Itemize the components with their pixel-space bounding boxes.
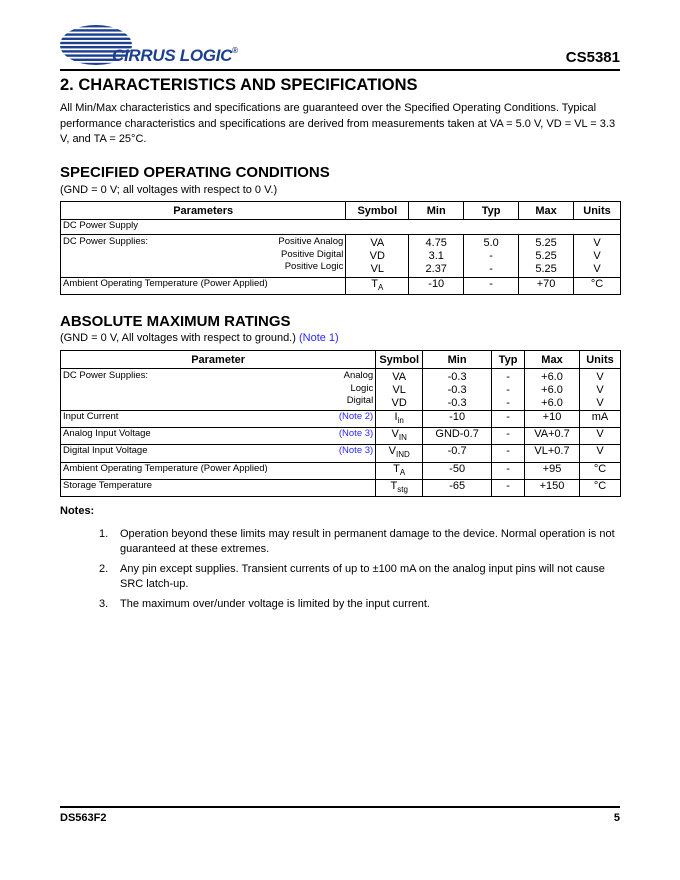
header-divider: [60, 69, 620, 71]
units-cell: V V V: [574, 235, 621, 278]
typ-cell: -: [492, 411, 525, 428]
symbol-cell: VA VD VL: [346, 235, 409, 278]
table-row: [61, 369, 621, 411]
col-parameter: Parameter: [61, 351, 376, 369]
units-cell: °C: [574, 278, 621, 295]
max-cell: +150: [525, 479, 580, 496]
max-cell: +10: [525, 411, 580, 428]
typ-cell: -: [492, 479, 525, 496]
min-cell: 4.75 3.1 2.37: [409, 235, 464, 278]
list-item: 1. Operation beyond these limits may result in permanent damage to the device. Normal operation is not guaranteed at these extremes.: [99, 528, 615, 555]
table-row: [61, 428, 621, 445]
note-3-link[interactable]: (Note 3): [338, 428, 374, 440]
param-cell: Digital Input Voltage (Note 3): [61, 445, 376, 462]
amr-heading: ABSOLUTE MAXIMUM RATINGS: [60, 313, 291, 330]
symbol-cell: $V_{IN}$: [376, 428, 423, 445]
col-units: Units: [574, 202, 621, 220]
typ-cell: -: [492, 462, 525, 479]
soc-heading: SPECIFIED OPERATING CONDITIONS: [60, 164, 330, 181]
col-parameters: Parameters: [61, 202, 346, 220]
amr-subtitle: (GND = 0 V, All voltages with respect to ground.) (Note 1): [60, 332, 339, 344]
param-cell: Input Current (Note 2): [61, 411, 376, 428]
units-cell: V: [579, 445, 620, 462]
table-header-row: [61, 351, 621, 369]
table-header-row: [61, 202, 621, 220]
param-label: DC Power Supplies:: [63, 236, 149, 247]
max-cell: VA+0.7: [525, 428, 580, 445]
symbol-cell: VA VL VD: [376, 369, 423, 411]
col-max: Max: [519, 202, 574, 220]
note-2-link[interactable]: (Note 2): [338, 411, 374, 422]
max-cell: 5.25 5.25 5.25: [519, 235, 574, 278]
max-cell: +6.0 +6.0 +6.0: [525, 369, 580, 411]
soc-subtitle: (GND = 0 V; all voltages with respect to 0 V.): [60, 184, 278, 196]
col-typ: Typ: [464, 202, 519, 220]
param-label: Ambient Operating Temperature (Power Applied): [61, 278, 346, 295]
note-3-link[interactable]: (Note 3): [338, 445, 374, 457]
typ-cell: -: [492, 428, 525, 445]
param-label: Storage Temperature: [61, 479, 376, 496]
col-min: Min: [423, 351, 492, 369]
typ-cell: -: [464, 278, 519, 295]
footer-doc-number: DS563F2: [60, 812, 107, 824]
min-cell: -10: [409, 278, 464, 295]
max-cell: VL+0.7: [525, 445, 580, 462]
param-sublabels: Analog Logic Digital: [343, 370, 374, 406]
list-item: 2. Any pin except supplies. Transient currents of up to ±100 mA on the analog input pins will not cause SRC latch-up.: [99, 563, 605, 590]
param-cell: [61, 235, 346, 278]
col-typ: Typ: [492, 351, 525, 369]
max-cell: +95: [525, 462, 580, 479]
max-cell: +70: [519, 278, 574, 295]
table-row: [61, 479, 621, 496]
table-row: [61, 411, 621, 428]
param-sublabels: Positive Analog Positive Digital Positive Logic: [278, 236, 344, 272]
min-cell: -0.3 -0.3 -0.3: [423, 369, 492, 411]
symbol-cell: $V_{IND}$: [376, 445, 423, 462]
param-label: Ambient Operating Temperature (Power Applied): [61, 462, 376, 479]
col-units: Units: [579, 351, 620, 369]
typ-cell: -: [492, 445, 525, 462]
symbol-cell: $I_{in}$: [376, 411, 423, 428]
logo-text: CIRRUS LOGIC®: [112, 46, 238, 65]
param-cell: [61, 369, 376, 411]
page-number: 5: [613, 812, 620, 824]
table-row: [61, 278, 621, 295]
min-cell: -65: [423, 479, 492, 496]
col-max: Max: [525, 351, 580, 369]
table-row: [61, 235, 621, 278]
dc-power-supply-label: DC Power Supply: [61, 220, 621, 235]
col-symbol: Symbol: [376, 351, 423, 369]
note-1-link[interactable]: (Note 1): [298, 332, 339, 344]
units-cell: mA: [579, 411, 620, 428]
footer-divider: [60, 806, 620, 808]
intro-paragraph: All Min/Max characteristics and specifications are guaranteed over the Specified Operating Conditions. Typical performance characteristics and specifications are derived from measurements taken at VA = 5.0 V, VD = VL = 3.3 V, and TA = 25°C.: [60, 102, 616, 145]
document-id: CS5381: [565, 49, 620, 66]
list-item: 3. The maximum over/under voltage is limited by the input current.: [99, 598, 430, 610]
min-cell: -50: [423, 462, 492, 479]
symbol-cell: $T_{stg}$: [376, 479, 423, 496]
amr-table: [60, 350, 621, 497]
min-cell: -0.7: [423, 445, 492, 462]
col-min: Min: [409, 202, 464, 220]
units-cell: °C: [579, 479, 620, 496]
symbol-cell: $T_A$: [376, 462, 423, 479]
min-cell: -10: [423, 411, 492, 428]
typ-cell: 5.0 - -: [464, 235, 519, 278]
notes-heading: Notes:: [60, 505, 95, 517]
param-label: DC Power Supplies:: [63, 370, 149, 381]
param-cell: Analog Input Voltage (Note 3): [61, 428, 376, 445]
units-cell: °C: [579, 462, 620, 479]
units-cell: V V V: [579, 369, 620, 411]
symbol-cell: $T_A$: [346, 278, 409, 295]
min-cell: GND-0.7: [423, 428, 492, 445]
typ-cell: - - -: [492, 369, 525, 411]
units-cell: V: [579, 428, 620, 445]
table-row: [61, 220, 621, 235]
table-row: [61, 445, 621, 462]
table-row: [61, 462, 621, 479]
section-title: 2. CHARACTERISTICS AND SPECIFICATIONS: [60, 76, 418, 94]
col-symbol: Symbol: [346, 202, 409, 220]
soc-table: [60, 201, 621, 295]
